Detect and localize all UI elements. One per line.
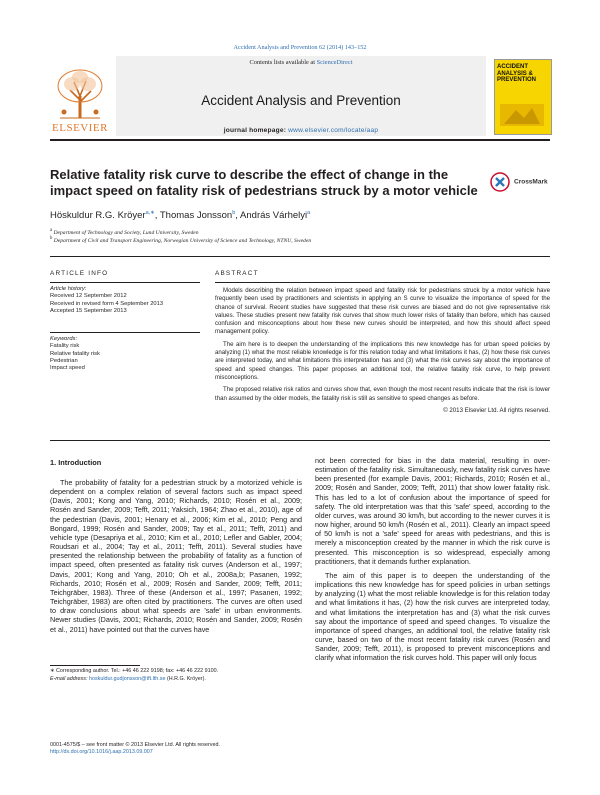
author-sup[interactable]: a <box>307 210 311 216</box>
body-column-left <box>50 478 302 634</box>
article-info-heading: ARTICLE INFO <box>50 270 109 277</box>
history-item: Received in revised form 4 September 2013 <box>50 300 164 307</box>
body-column-right <box>315 456 550 662</box>
crossmark-label: CrossMark <box>514 178 548 186</box>
history-item: Accepted 15 September 2013 <box>50 307 127 314</box>
affiliation-sup: b <box>50 236 53 241</box>
history-item: Received 12 September 2012 <box>50 293 127 300</box>
divider <box>50 282 200 283</box>
crossmark-icon <box>490 172 510 192</box>
email-suffix: (H.R.G. Kröyer). <box>165 676 206 682</box>
affiliation <box>50 236 550 244</box>
cover-art <box>494 100 550 133</box>
author-name[interactable]: Thomas Jonsson <box>159 210 233 222</box>
affiliation-text: Department of Technology and Society, Lund University, Sweden <box>53 229 199 236</box>
affiliation-sup: a <box>50 228 53 233</box>
keyword: Fatality risk <box>50 343 80 350</box>
abstract-heading: ABSTRACT <box>215 270 259 277</box>
abstract-paragraph: The proposed relative risk ratios and curves show that, even though the most recent results indicate that the risk is lower than assumed by the older models, the fatality risk is still as sensitive to speed changes as before. <box>215 386 550 402</box>
article-history <box>50 286 200 315</box>
homepage-link[interactable]: www.elsevier.com/locate/aap <box>288 127 379 134</box>
footnote-corresponding: ∗ Corresponding author. Tel.: +46 46 222 9198; fax: +46 46 222 9100. <box>50 668 219 674</box>
abstract-paragraph: Models describing the relation between impact speed and fatality risk for pedestrians struck by a motor vehicle have frequently been used by practitioners and scientists in applying an S curve to visualize the importance of speed for the chance of survival. Recent studies have suggested that these risk curves are biased and do not give representative risk values. These studies present new fatality risk curves that show much lower risks of fatality than before, which has caused confusion and misconceptions about how these new curves should be interpreted, and how this should affect speed management policy. <box>215 287 550 336</box>
keyword: Pedestrian <box>50 357 78 364</box>
keyword: Impact speed <box>50 365 85 372</box>
affiliation-text: Department of Civil and Transport Engineering, Norwegian University of Science and Technology, NTNU, Sweden <box>53 237 312 244</box>
sciencedirect-link[interactable]: ScienceDirect <box>316 59 353 66</box>
keyword: Relative fatality risk <box>50 350 100 357</box>
abstract-body <box>215 287 550 419</box>
email-link[interactable]: hoskuldur.gudjonsson@tft.lth.se <box>88 676 166 682</box>
journal-homepage <box>116 127 486 134</box>
contents-prefix: Contents lists available at <box>249 59 317 66</box>
affiliation <box>50 228 550 236</box>
homepage-label: journal homepage: <box>223 127 289 134</box>
elsevier-tree-logo <box>50 66 110 124</box>
issn-line: 0001-4575/$ – see front matter © 2013 Elsevier Ltd. All rights reserved. <box>50 742 220 748</box>
divider <box>215 282 550 283</box>
abstract-paragraph: The aim here is to deepen the understanding of the implications this new knowledge has for urban speed policies by analyzing (1) what the most reliable knowledge is for this relation today and what limitations it has, (2) how these risk curves are interpreted today, and what limitations this interpretation has and (3) what the risk curves say about the importance of speed and speed changes. This paper proposes an additional tool, the relative fatality risk curve, to help prevent misconceptions. <box>215 340 550 381</box>
section-heading-introduction: 1. Introduction <box>50 458 102 467</box>
journal-title: Accident Analysis and Prevention <box>201 93 401 108</box>
author-sup[interactable]: b <box>232 210 236 216</box>
footnote-rule <box>50 665 140 666</box>
journal-reference[interactable]: Accident Analysis and Prevention 62 (2014) 143–152 <box>233 44 367 51</box>
crossmark-badge[interactable] <box>490 172 550 194</box>
divider <box>50 440 550 441</box>
divider <box>50 256 550 257</box>
keywords <box>50 336 200 372</box>
footnote-email <box>50 676 302 683</box>
issn-block <box>50 742 302 756</box>
article-title: Relative fatality risk curve to describe the effect of change in the impact speed on fatality risk of pedestrians struck by a motor vehicle <box>50 167 478 198</box>
publisher-name: ELSEVIER <box>52 122 108 134</box>
history-heading: Article history: <box>50 286 87 292</box>
body-paragraph: not been corrected for bias in the data material, resulting in over-estimation of the fatality risk. Simultaneously, new fatality risk curves have been presented (for example Davis, 2001; Richards, 2010; Rosén et al., 2009; Rosén and Sander, 2009; Tefft, 2011) that show lower fatality risk. This has led to a lot of confusion about the importance of speed for safety. The old interpretation was that this 'safe' speed, according to the older curves, was around 30 km/h, but according to the newer curves it is now higher, around 50 km/h (Rosén et al., 2011). Clearly an impact speed of 50 km/h is not a 'safe' speed for areas with pedestrians, and this is merely a misconception created by the manner in which the risk curve is presented. This misconception is so widespread, especially among practitioners, that it demands further explanation. <box>315 456 550 566</box>
author-name[interactable]: Höskuldur R.G. Kröyer <box>50 210 146 222</box>
author-name[interactable]: András Várhelyi <box>240 210 308 222</box>
body-paragraph: The probability of fatality for a pedestrian struck by a motorized vehicle is dependent on a complex relation of several factors such as impact speed (Davis, 2001; Kong and Yang, 2010; Richards, 2010; Rosén et al., 2009; Rosén and Sander, 2009; Tefft, 2011; Yaksich, 1964; Zhao et al., 2010), age of the pedestrian (Davis, 2001; Henary et al., 2006; Kim et al., 2010; Peng and Bongard, 1999; Rosén and Sander, 2009; Tay et al., 2011; Tefft, 2011) and vehicle type (Desapriya et al., 2010; Kim et al., 2010; Lefler and Gabler, 2004; Roudsari et al., 2004; Tay et al., 2011; Tefft, 2011). Several studies have presented the relationship between the probability of fatality as a function of impact speed, often presented as fatality risk curves (Anderson et al., 1997; Davis, 2001; Kong and Yang, 2010; Oh et al., 2008a,b; Pasanen, 1992; Richards, 2010; Rosén et al., 2009; Rosén and Sander, 2009; Tefft, 2011; Teichgräber, 1983). Three of these (Anderson et al., 1997; Pasanen, 1992; Teichgräber, 1983) are often cited by practitioners. The curves are often used to draw conclusions about what speeds are 'safe' in urban environments. Newer studies (Davis, 2001; Richards, 2010; Rosén and Sander, 2009; Rosén et al., 2011) have pointed out that the curves have <box>50 478 302 634</box>
copyright-notice: © 2013 Elsevier Ltd. All rights reserved. <box>443 406 550 414</box>
author-list: Höskuldur R.G. Kröyer$^{a,∗}$, Thomas Jonsson$^b$, András Várhelyi$^a$ <box>50 210 311 222</box>
author-sup[interactable]: a,∗ <box>145 210 155 216</box>
journal-cover-title: ACCIDENT ANALYSIS & PREVENTION <box>497 64 537 83</box>
doi-link[interactable]: http://dx.doi.org/10.1016/j.aap.2013.09.007 <box>50 749 153 755</box>
keywords-heading: Keywords: <box>50 336 78 342</box>
body-paragraph: The aim of this paper is to deepen the understanding of the implications this new knowledge has for speed policies in urban settings by analyzing (1) what the most reliable knowledge is for this relation today and what limitations it has, (2) how the risk curves are interpreted today, and what limitations the interpretation has and (3) what the risk curves say about the importance of speed and speed changes. To visualize the importance of speed changes, an additional tool, the relative fatality risk curve, based on two of the most recent fatality risk curves (Rosén and Sander, 2009; Tefft, 2011), is proposed to prevent misconceptions and clarify what information the risk curves hold. This paper will only focus <box>315 570 550 663</box>
contents-line <box>116 59 486 66</box>
divider <box>50 332 200 333</box>
email-label: E-mail address: <box>50 676 89 682</box>
header-rule <box>50 139 550 141</box>
